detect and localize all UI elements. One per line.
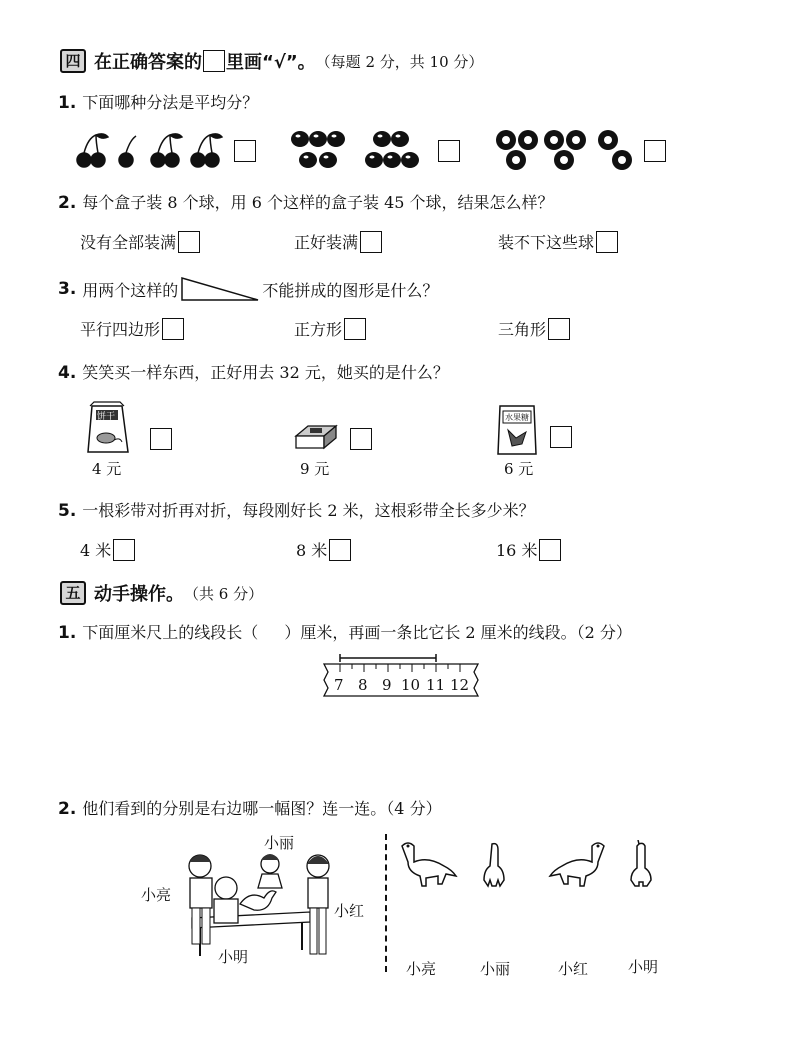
answer-box[interactable] bbox=[178, 231, 200, 253]
tomato-group-icon bbox=[290, 124, 430, 174]
question-5 bbox=[58, 498, 535, 521]
ruler-tick-label: 9 bbox=[382, 676, 392, 694]
dinosaur-front-view-icon[interactable] bbox=[626, 840, 656, 892]
view-label-2: 小丽 bbox=[480, 960, 511, 978]
question-number: 1. bbox=[58, 93, 77, 113]
option-label: 装不下这些球 bbox=[498, 233, 595, 252]
section-4-badge: 四 bbox=[60, 49, 86, 73]
q3-option-2[interactable] bbox=[294, 317, 366, 340]
question-2 bbox=[58, 190, 554, 213]
question-text: 他们看到的分别是右边哪一幅图？连一连。（4 分） bbox=[82, 799, 442, 818]
q4-answer-box-2[interactable] bbox=[350, 428, 372, 450]
answer-box[interactable] bbox=[113, 539, 135, 561]
option-label: 4 米 bbox=[80, 541, 112, 560]
item-price: 9 元 bbox=[300, 460, 330, 478]
question-text-a: 用两个这样的 bbox=[82, 280, 179, 300]
option-label: 8 米 bbox=[296, 541, 328, 560]
question-number: 2. bbox=[58, 799, 77, 819]
ruler bbox=[318, 654, 482, 700]
q1-answer-box-1[interactable] bbox=[234, 140, 256, 162]
answer-box[interactable] bbox=[548, 318, 570, 340]
question-1 bbox=[58, 90, 258, 113]
q3-option-3[interactable] bbox=[498, 317, 570, 340]
children-around-table-illustration bbox=[170, 846, 350, 966]
q4-answer-box-1[interactable] bbox=[150, 428, 172, 450]
item-price: 6 元 bbox=[504, 460, 534, 478]
question-text: 每个盒子装 8 个球，用 6 个这样的盒子装 45 个球，结果怎么样？ bbox=[82, 193, 554, 212]
option-label: 没有全部装满 bbox=[80, 233, 177, 252]
question-6 bbox=[58, 620, 632, 643]
section-4-points: （每题 2 分，共 10 分） bbox=[315, 52, 484, 71]
answer-box[interactable] bbox=[329, 539, 351, 561]
candy-bag-icon bbox=[494, 402, 540, 456]
option-label: 正方形 bbox=[294, 320, 343, 339]
apple-group-icon bbox=[494, 126, 639, 174]
q1-answer-box-2[interactable] bbox=[438, 140, 460, 162]
section-5-header bbox=[60, 580, 263, 606]
person-label-xiaoliang: 小亮 bbox=[141, 886, 172, 904]
q5-option-1[interactable] bbox=[80, 538, 135, 561]
section-4-title-a: 在正确答案的 bbox=[94, 52, 202, 73]
dashed-divider bbox=[385, 834, 387, 972]
q4-answer-box-3[interactable] bbox=[550, 426, 572, 448]
answer-box[interactable] bbox=[596, 231, 618, 253]
question-text: 一根彩带对折再对折，每段刚好长 2 米，这根彩带全长多少米？ bbox=[82, 501, 535, 520]
answer-box[interactable] bbox=[360, 231, 382, 253]
q2-option-2[interactable] bbox=[294, 230, 382, 253]
triangle-shape-icon bbox=[180, 276, 260, 302]
dinosaur-side-view-mirrored-icon[interactable] bbox=[544, 840, 608, 892]
person-label-xiaoli: 小丽 bbox=[264, 834, 295, 852]
ruler-tick-label: 10 bbox=[401, 676, 421, 694]
candy-bag-label: 水果糖 bbox=[505, 413, 529, 422]
question-7 bbox=[58, 796, 442, 819]
question-text-b: ）厘米，再画一条比它长 2 厘米的线段。（2 分） bbox=[284, 623, 632, 642]
question-text: 笑笑买一样东西，正好用去 32 元，她买的是什么？ bbox=[82, 363, 449, 382]
question-text-a: 下面厘米尺上的线段长（ bbox=[82, 623, 259, 642]
cookie-bag-label: 饼干 bbox=[97, 412, 116, 422]
section-4-header bbox=[60, 48, 483, 74]
item-price: 4 元 bbox=[92, 460, 122, 478]
question-number: 2. bbox=[58, 193, 77, 213]
option-label: 平行四边形 bbox=[80, 320, 161, 339]
question-3 bbox=[58, 276, 438, 302]
q2-option-3[interactable] bbox=[498, 230, 618, 253]
answer-box[interactable] bbox=[344, 318, 366, 340]
section-4-title-b: 里画“√”。 bbox=[226, 52, 316, 73]
person-label-xiaohong: 小红 bbox=[334, 902, 365, 920]
q5-option-3[interactable] bbox=[496, 538, 561, 561]
question-text: 下面哪种分法是平均分？ bbox=[82, 93, 259, 112]
gift-box-icon bbox=[292, 422, 340, 452]
question-4 bbox=[58, 360, 449, 383]
question-number: 4. bbox=[58, 363, 77, 383]
q5-option-2[interactable] bbox=[296, 538, 351, 561]
dinosaur-back-view-icon[interactable] bbox=[480, 840, 510, 892]
person-label-xiaoming: 小明 bbox=[218, 948, 249, 966]
section-5-title: 动手操作。 bbox=[94, 584, 184, 605]
section-5-points: （共 6 分） bbox=[184, 584, 264, 603]
cherry-group-icon bbox=[74, 130, 234, 172]
dinosaur-side-view-icon[interactable] bbox=[398, 840, 460, 892]
answer-box[interactable] bbox=[162, 318, 184, 340]
option-label: 三角形 bbox=[498, 320, 547, 339]
question-number: 5. bbox=[58, 501, 77, 521]
q1-answer-box-3[interactable] bbox=[644, 140, 666, 162]
answer-box[interactable] bbox=[539, 539, 561, 561]
answer-box-sample bbox=[203, 50, 225, 72]
section-5-badge: 五 bbox=[60, 581, 86, 605]
view-label-4: 小明 bbox=[628, 958, 659, 976]
ruler-tick-label: 8 bbox=[358, 676, 368, 694]
question-number: 1. bbox=[58, 623, 77, 643]
q2-option-1[interactable] bbox=[80, 230, 200, 253]
option-label: 16 米 bbox=[496, 541, 538, 560]
question-number: 3. bbox=[58, 279, 77, 299]
view-label-1: 小亮 bbox=[406, 960, 437, 978]
ruler-tick-label: 12 bbox=[450, 676, 470, 694]
option-label: 正好装满 bbox=[294, 233, 359, 252]
question-text-b: 不能拼成的图形是什么？ bbox=[262, 280, 439, 300]
ruler-tick-label: 11 bbox=[426, 676, 446, 694]
view-label-3: 小红 bbox=[558, 960, 589, 978]
q3-option-1[interactable] bbox=[80, 317, 184, 340]
ruler-tick-label: 7 bbox=[334, 676, 344, 694]
